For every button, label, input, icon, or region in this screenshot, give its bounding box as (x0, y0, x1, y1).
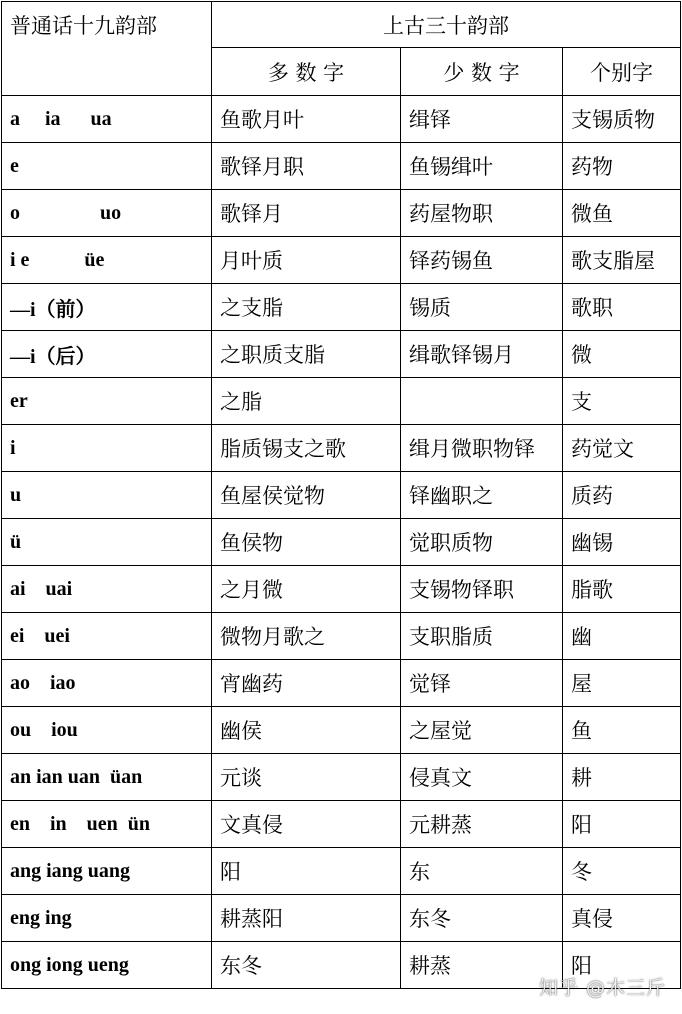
table-row (2, 613, 681, 660)
rhyme-cell: ei uei (2, 613, 212, 660)
column-header-rare: 个别字 (563, 48, 681, 96)
rhyme-cell: —i（后） (2, 331, 212, 378)
rare-cell: 药觉文 (563, 425, 681, 472)
rare-cell: 微 (563, 331, 681, 378)
few-cell: 鱼锡缉叶 (401, 143, 563, 190)
rhyme-cell: —i（前） (2, 284, 212, 331)
rare-cell: 幽 (563, 613, 681, 660)
few-cell (401, 378, 563, 425)
few-cell: 东冬 (401, 895, 563, 942)
rhyme-cell: eng ing (2, 895, 212, 942)
few-cell: 耕蒸 (401, 942, 563, 989)
table-row (2, 519, 681, 566)
watermark-text: 知乎 @木三斤 (538, 977, 666, 999)
many-cell: 鱼屋侯觉物 (212, 472, 401, 519)
rhyme-cell: er (2, 378, 212, 425)
many-cell: 文真侵 (212, 801, 401, 848)
table-row (2, 284, 681, 331)
rhyme-cell: ang iang uang (2, 848, 212, 895)
rhyme-cell: o uo (2, 190, 212, 237)
table-row (2, 425, 681, 472)
table-row (2, 378, 681, 425)
rhyme-cell: i e üe (2, 237, 212, 284)
table-row (2, 237, 681, 284)
many-cell: 之职质支脂 (212, 331, 401, 378)
few-cell: 支职脂质 (401, 613, 563, 660)
rare-cell: 阳 (563, 801, 681, 848)
rhyme-cell: an ian uan üan (2, 754, 212, 801)
table-row (2, 801, 681, 848)
many-cell: 元谈 (212, 754, 401, 801)
rare-cell: 屋 (563, 660, 681, 707)
table-row (2, 660, 681, 707)
many-cell: 鱼侯物 (212, 519, 401, 566)
many-cell: 之支脂 (212, 284, 401, 331)
rare-cell: 阳 (563, 942, 681, 989)
few-cell: 铎幽职之 (401, 472, 563, 519)
rhyme-cell: ü (2, 519, 212, 566)
many-cell: 之脂 (212, 378, 401, 425)
rhyme-cell: i (2, 425, 212, 472)
many-cell: 脂质锡支之歌 (212, 425, 401, 472)
many-cell: 歌铎月职 (212, 143, 401, 190)
header-row-group (2, 2, 681, 48)
many-cell: 幽侯 (212, 707, 401, 754)
rare-cell: 质药 (563, 472, 681, 519)
rhyme-cell: ong iong ueng (2, 942, 212, 989)
rhyme-cell: u (2, 472, 212, 519)
rare-cell: 歌支脂屋 (563, 237, 681, 284)
rare-cell: 幽锡 (563, 519, 681, 566)
table-row (2, 566, 681, 613)
table-row (2, 707, 681, 754)
rare-cell: 脂歌 (563, 566, 681, 613)
many-cell: 歌铎月 (212, 190, 401, 237)
few-cell: 缉月微职物铎 (401, 425, 563, 472)
few-cell: 元耕蒸 (401, 801, 563, 848)
many-cell: 月叶质 (212, 237, 401, 284)
few-cell: 觉职质物 (401, 519, 563, 566)
table-row (2, 754, 681, 801)
table-row (2, 848, 681, 895)
table-row (2, 190, 681, 237)
few-cell: 侵真文 (401, 754, 563, 801)
column-header-many: 多 数 字 (212, 48, 401, 96)
column-header-few: 少 数 字 (401, 48, 563, 96)
few-cell: 缉歌铎锡月 (401, 331, 563, 378)
table-row (2, 143, 681, 190)
few-cell: 东 (401, 848, 563, 895)
rhyme-cell: e (2, 143, 212, 190)
rare-cell: 冬 (563, 848, 681, 895)
rhyme-cell: ou iou (2, 707, 212, 754)
many-cell: 耕蒸阳 (212, 895, 401, 942)
corner-header-cell: 普通话十九韵部 (2, 2, 212, 96)
few-cell: 锡质 (401, 284, 563, 331)
rare-cell: 耕 (563, 754, 681, 801)
rare-cell: 支 (563, 378, 681, 425)
rare-cell: 支锡质物 (563, 96, 681, 143)
rare-cell: 微鱼 (563, 190, 681, 237)
many-cell: 微物月歌之 (212, 613, 401, 660)
rare-cell: 歌职 (563, 284, 681, 331)
many-cell: 东冬 (212, 942, 401, 989)
few-cell: 药屋物职 (401, 190, 563, 237)
rhyme-cell: a ia ua (2, 96, 212, 143)
few-cell: 之屋觉 (401, 707, 563, 754)
few-cell: 缉铎 (401, 96, 563, 143)
table-row (2, 331, 681, 378)
table-row (2, 472, 681, 519)
many-cell: 宵幽药 (212, 660, 401, 707)
rhyme-table (1, 1, 681, 989)
group-header-cell: 上古三十韵部 (212, 2, 681, 48)
rare-cell: 鱼 (563, 707, 681, 754)
many-cell: 阳 (212, 848, 401, 895)
few-cell: 支锡物铎职 (401, 566, 563, 613)
many-cell: 鱼歌月叶 (212, 96, 401, 143)
rhyme-cell: ao iao (2, 660, 212, 707)
table-row (2, 96, 681, 143)
rhyme-cell: ai uai (2, 566, 212, 613)
few-cell: 铎药锡鱼 (401, 237, 563, 284)
rhyme-cell: en in uen ün (2, 801, 212, 848)
many-cell: 之月微 (212, 566, 401, 613)
few-cell: 觉铎 (401, 660, 563, 707)
table-row (2, 895, 681, 942)
rare-cell: 药物 (563, 143, 681, 190)
rare-cell: 真侵 (563, 895, 681, 942)
